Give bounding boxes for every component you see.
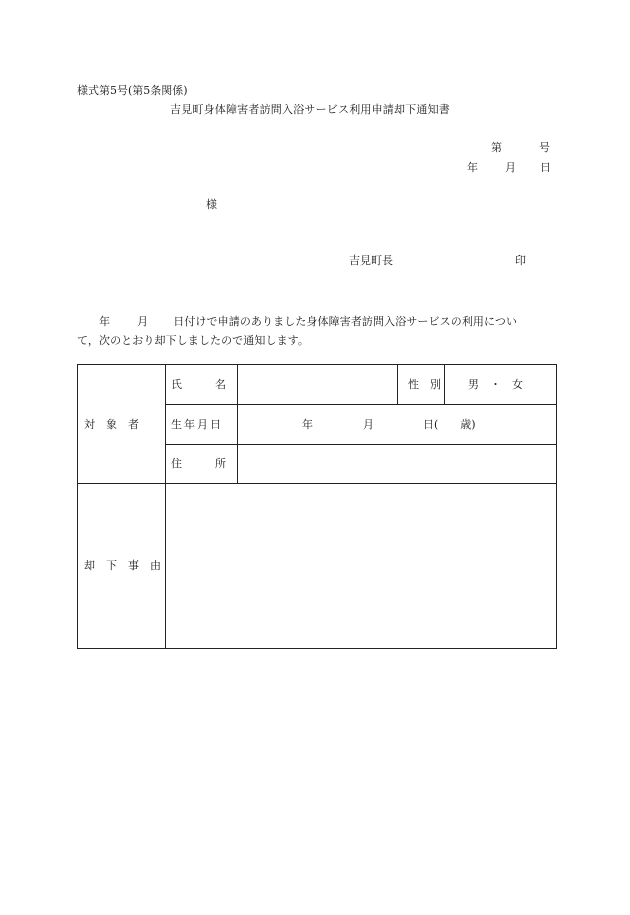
column-divider-field xyxy=(237,365,238,484)
row-divider-3 xyxy=(78,483,556,484)
date-day: 日 xyxy=(540,161,551,174)
body-line1-rest: 日付けで申請のありました身体障害者訪問入浴サービスの利用につい xyxy=(173,315,518,328)
doc-number-suffix: 号 xyxy=(539,141,550,154)
issuer-seal: 印 xyxy=(515,254,526,267)
column-divider-label xyxy=(165,365,166,648)
gender-label: 性 別 xyxy=(408,378,441,391)
subject-label: 対 象 者 xyxy=(84,418,139,431)
body-month: 月 xyxy=(137,315,149,328)
reason-label: 却 下 事 由 xyxy=(84,559,161,572)
paragraph-line-1 xyxy=(77,312,547,331)
notice-paragraph xyxy=(77,312,547,350)
body-year: 年 xyxy=(99,315,111,328)
issuer-name: 吉見町長 xyxy=(349,254,393,267)
column-divider-name-gender xyxy=(397,365,398,405)
date-month: 月 xyxy=(505,161,516,174)
dob-day-age: 日( 歳) xyxy=(423,418,476,431)
gender-value: 男 ・ 女 xyxy=(468,378,523,391)
row-divider-1 xyxy=(165,404,556,405)
date-year: 年 xyxy=(467,161,478,174)
dob-label: 生年月日 xyxy=(171,418,223,431)
subject-table xyxy=(77,364,557,649)
dob-month: 月 xyxy=(363,418,374,431)
doc-number-prefix: 第 xyxy=(491,141,502,154)
addressee-suffix: 様 xyxy=(206,198,217,211)
name-label: 氏 名 xyxy=(171,378,226,391)
document-title: 吉見町身体障害者訪問入浴サービス利用申請却下通知書 xyxy=(170,103,450,116)
paragraph-line-2: て，次のとおり却下しましたので通知します。 xyxy=(77,334,309,347)
dob-year: 年 xyxy=(302,418,313,431)
row-divider-2 xyxy=(165,444,556,445)
form-number: 様式第5号(第5条関係) xyxy=(77,84,188,97)
address-label: 住 所 xyxy=(171,457,226,470)
column-divider-gender-value xyxy=(444,365,445,405)
